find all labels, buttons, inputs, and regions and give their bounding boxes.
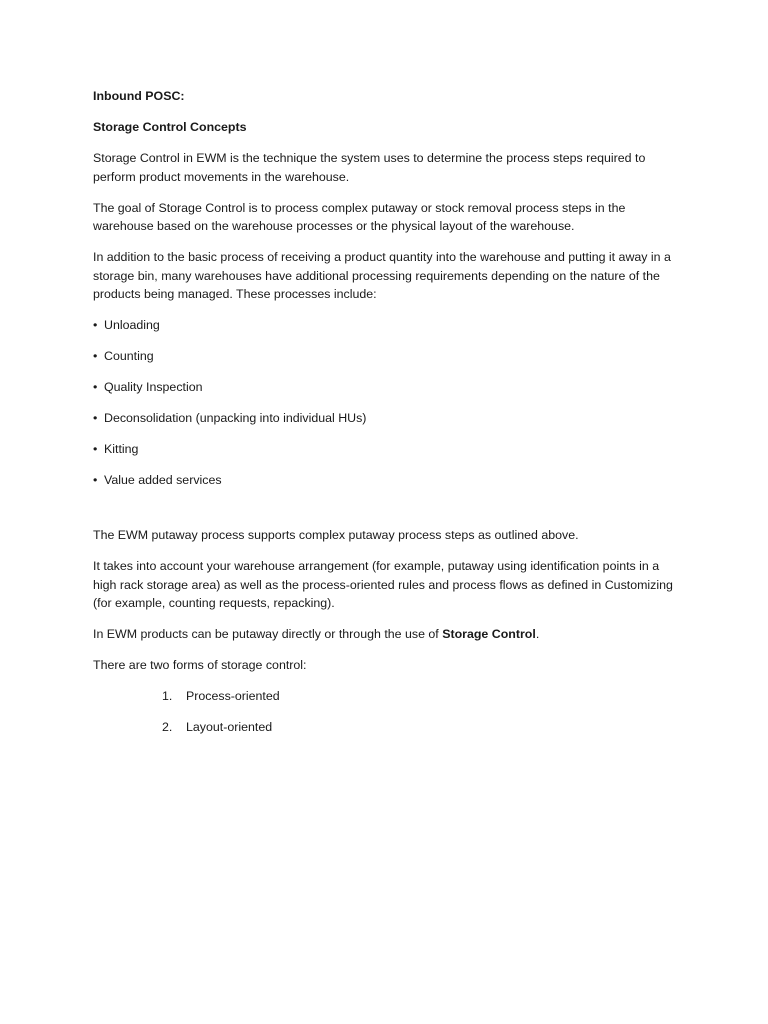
list-item	[93, 347, 683, 366]
blank-line	[93, 502, 683, 526]
intro-paragraph: Storage Control in EWM is the technique the system uses to determine the process steps required to perform product movements in the warehouse.	[93, 150, 646, 184]
putaway-paragraph: The EWM putaway process supports complex putaway process steps as outlined above.	[93, 528, 579, 543]
list-item	[93, 409, 683, 428]
list-item-label: Unloading	[104, 318, 160, 333]
list-number: 2.	[162, 720, 173, 735]
goal-paragraph: The goal of Storage Control is to process complex putaway or stock removal process steps in the warehouse based on the warehouse processes or the physical layout of the warehouse.	[93, 200, 626, 234]
bullet-icon: •	[93, 442, 98, 457]
document-title: Inbound POSC:	[93, 89, 185, 103]
list-number: 1.	[162, 689, 173, 704]
list-item-label: Quality Inspection	[104, 380, 203, 395]
list-item-label: Layout-oriented	[186, 720, 273, 735]
bullet-icon: •	[93, 473, 98, 488]
list-item	[93, 718, 683, 737]
processes-paragraph: In addition to the basic process of receiving a product quantity into the warehouse and putting it away in a storage bin, many warehouses have additional processing requirements depending on the nature of the products being managed. These processes include:	[93, 250, 671, 302]
process-bullet-list	[93, 316, 683, 490]
list-item	[93, 378, 683, 397]
bullet-icon: •	[93, 380, 98, 395]
bullet-icon: •	[93, 318, 98, 333]
list-item	[93, 440, 683, 459]
list-item-label: Value added services	[104, 473, 222, 488]
list-item-label: Counting	[104, 349, 154, 364]
list-item-label: Kitting	[104, 442, 139, 457]
forms-intro: There are two forms of storage control:	[93, 658, 307, 673]
sentence-start: In EWM products can be putaway directly or through the use of	[93, 627, 443, 642]
list-item-label: Process-oriented	[186, 689, 280, 704]
list-item	[93, 471, 683, 490]
bullet-icon: •	[93, 349, 98, 364]
storage-control-sentence	[93, 625, 683, 644]
document-body	[93, 87, 683, 749]
sentence-end: .	[535, 627, 540, 642]
bullet-icon: •	[93, 411, 98, 426]
forms-numbered-list	[93, 687, 683, 737]
list-item-label: Deconsolidation (unpacking into individual HUs)	[104, 411, 367, 426]
storage-control-term: Storage Control	[442, 627, 536, 642]
arrangement-paragraph: It takes into account your warehouse arrangement (for example, putaway using identification points in a high rack storage area) as well as the process-oriented rules and process flows as defined in Customizing (for example, counting requests, repacking).	[93, 559, 673, 611]
list-item	[93, 687, 683, 706]
list-item	[93, 316, 683, 335]
section-heading: Storage Control Concepts	[93, 119, 247, 134]
